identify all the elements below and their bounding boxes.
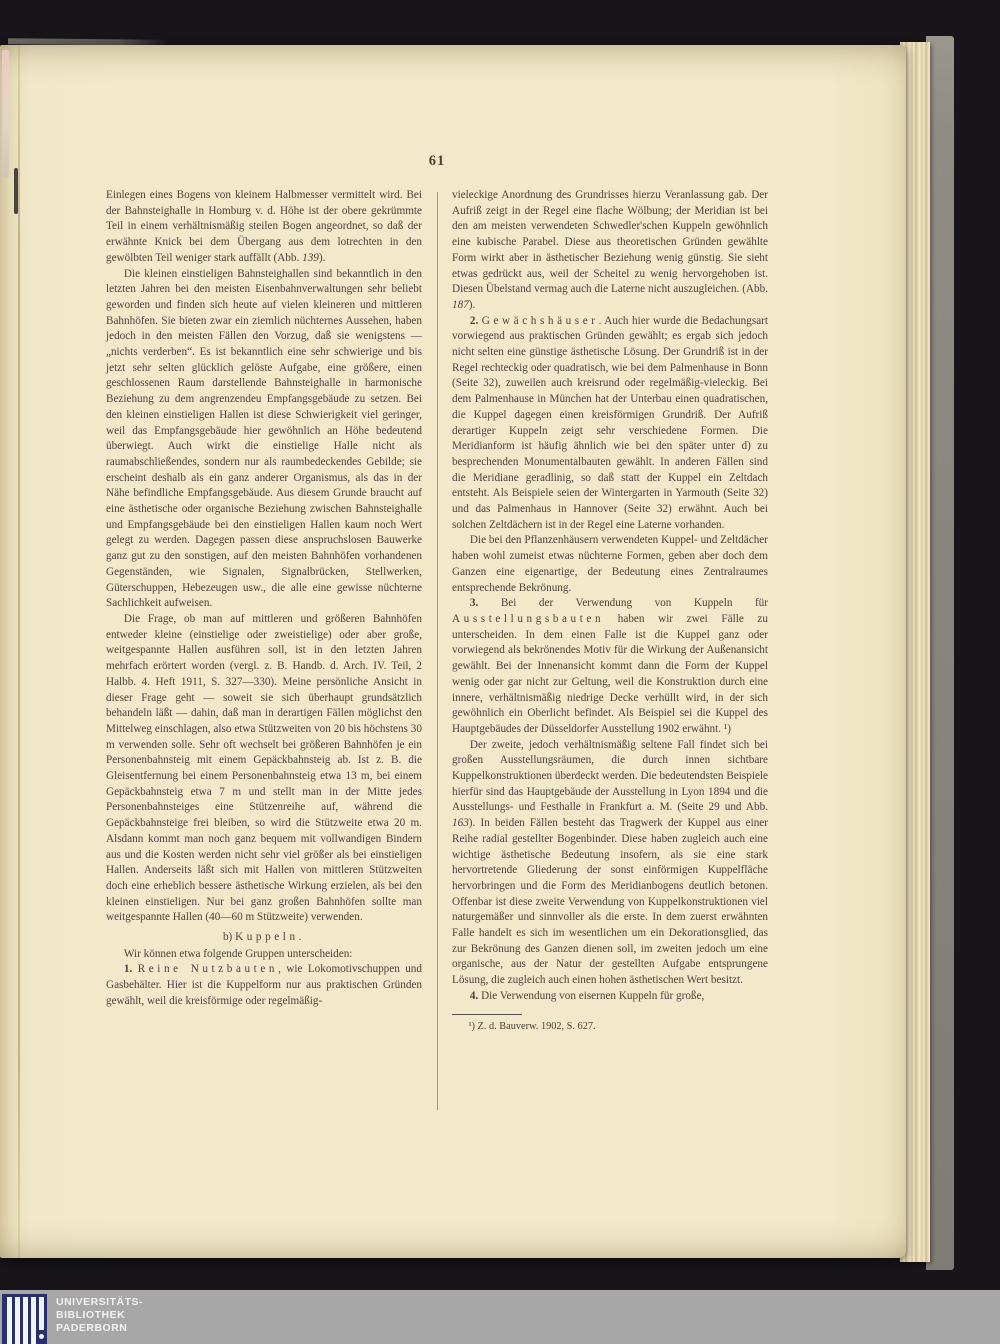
text-paragraph (106, 962, 422, 1009)
logo-stripe (31, 1297, 36, 1344)
logo-stripe (15, 1297, 20, 1344)
text-segment: Reine Nutzbauten (137, 963, 279, 976)
text-paragraph (452, 596, 768, 737)
text-paragraph (452, 533, 768, 596)
text-segment: Die Verwendung von eisernen Kuppeln für große, (481, 989, 705, 1002)
text-paragraph (106, 188, 422, 267)
text-segment: 139 (302, 251, 319, 264)
text-segment: Der zweite, jedoch verhältnismäßig seltene Fall findet sich bei großen Ausstellungsräumen, die durch innen sichtbare Kuppelkonstruktionen überdeckt werden. Die bedeutendsten Beispiele hierfür sind das Hauptgebäude der Ausstellung in Lyon 1894 und die Ausstellungs- und Festhalle in Frankfurt a. M. (Seite 29 und Abb. (452, 738, 768, 814)
text-segment: Ausstellungsbauten (452, 612, 605, 625)
logo-stripe (7, 1297, 12, 1344)
column-right (452, 188, 768, 1034)
library-name-line: PADERBORN (56, 1321, 128, 1334)
logo-stripe (39, 1297, 44, 1330)
text-segment: Kuppeln. (235, 931, 306, 944)
text-segment: 1. (123, 963, 138, 976)
text-segment: Gewächshäuser (481, 314, 599, 327)
column-left-paragraphs (106, 188, 422, 1010)
text-segment: ). (318, 251, 326, 264)
page-number: 61 (428, 153, 446, 169)
footnote: ¹) Z. d. Bauverw. 1902, S. 627. (468, 1020, 596, 1032)
library-logo (2, 1294, 47, 1344)
text-paragraph (452, 314, 768, 534)
text-segment: haben wir zwei Fälle zu unterscheiden. In dem einen Falle ist die Kuppel ganz oder vorwiegend als bekrönendes Motiv für die Wirkung der Außenansicht gewählt. Bei der Innenansicht kommt dann die Form der Kuppel wenig oder gar nicht zur Geltung, weil die Konstruktion durch eine innere, verhältnismäßig niedrige Decke verhüllt wird, in der sich gewöhnlich ein Oberlicht befindet. Als Beispiel sei die Kuppel des Hauptgebäudes der Düsseldorfer Ausstellung 1902 erwähnt. ¹) (452, 612, 768, 735)
text-segment: Die kleinen einstieligen Bahnsteighallen sind bekanntlich in den letzten Jahren bei den meisten Eisenbahnverwaltungen sehr beliebt geworden und finden sich heute auf vielen kleineren und mittleren Bahnhöfen. Sie bieten zwar ein ziemlich nüchternes Aussehen, haben jedoch in den meisten Fällen den Vorzug, daß sie wenigstens — „nichts verderben“. Es ist bekanntlich eine sehr schwierige und bis jetzt sehr selten glücklich gelöste Aufgabe, eine größere, einen geschlossenen Raum darstellende Bahnsteighalle in harmonische Beziehung zu dem angrenzendeu Empfangsgebäude zu setzen. Bei den kleinen einstieligen Hallen ist diese Schwierigkeit viel geringer, weil das Empfangsgebäude hier gewöhnlich an Höhe bedeutend überwiegt. Auch wirkt die einstielige Halle nicht als raumabschließendes, sondern nur als raumbedeckendes Gebilde; sie erscheint deshalb als ein ganz anderer Organismus, als das in der Nähe befindliche Empfangsgebäude. Aus diesem Grunde braucht auf eine ästhetische oder organische Beziehung zwischen Bahnsteighalle und Empfangsgebäude bei den einstieligen Hallen kaum noch Wert gelegt zu werden. Dagegen passen diese anspruchslosen Bauwerke ganz gut zu den sonstigen, auf den meisten Bahnhöfen vorhandenen Gegenständen, wie Signalen, Signalbrücken, Stellwerken, Güterschuppen, Hebezeugen usw., die alle eine gewisse nüchterne Sachlichkeit aufweisen. (106, 267, 422, 610)
text-paragraph (106, 612, 422, 926)
text-segment: Wir können etwa folgende Gruppen unterscheiden: (123, 947, 353, 960)
text-segment: 4. (469, 989, 482, 1002)
text-segment: Die bei den Pflanzenhäusern verwendeten Kuppel- und Zeltdächer haben wohl zumeist etwas nüchterne Formen, geben aber doch dem Ganzen eine eigenartige, der Bedeutung eines Zentralraumes entsprechende Bekrönung. (452, 534, 768, 594)
text-paragraph (106, 267, 422, 612)
logo-dot (39, 1334, 44, 1339)
text-segment: 163 (452, 817, 469, 830)
gutter-crease (18, 45, 20, 1258)
text-block (106, 188, 768, 1034)
text-paragraph (452, 989, 768, 1005)
library-name-line: BIBLIOTHEK (56, 1308, 126, 1321)
text-segment: , wie Lokomotivschuppen und Gasbehälter. Hier ist die Kuppelform nur aus praktischen Gründen gewählt, weil die kreisförmige oder regelmäßig- (106, 963, 422, 1007)
footnote-rule (452, 1014, 522, 1015)
text-segment: Einlegen eines Bogens von kleinem Halbmesser vermittelt wird. Bei der Bahnsteighalle in Homburg v. d. Höhe ist der obere gekrümmte Teil in einem verhältnismäßig steilen Bogen angeordnet, so daß der erwähnte Knick bei dem Übergang aus dem lotrechten in den gewölbten Teil weniger stark auffällt (Abb. (106, 189, 422, 264)
text-segment: 187 (452, 298, 469, 311)
text-segment: vieleckige Anordnung des Grundrisses hierzu Veranlassung gab. Der Aufriß zeigt in der Regel eine flache Wölbung; der Meridian ist bei den am meisten verwendeten Schwedler'schen Kuppeln gewöhnlich eine kubische Parabel. Diese aus theoretischen Gründen gewählte Form wirkt aber in ästhetischer Beziehung wenig günstig. Sie sieht etwas gedrückt aus, weil der Scheitel zu wenig hervorgehoben ist. Diesen Übelstand vermag auch die Laterne nicht auszugleichen. (Abb. (452, 189, 768, 296)
library-name (56, 1296, 143, 1334)
book-cover-edge (926, 36, 954, 1270)
text-segment: ). In beiden Fällen besteht das Tragwerk der Kuppel aus einer Reihe radial gestellter Bogenbinder. Diese haben zugleich auch eine wichtige ästhetische Bedeutung insofern, als sie eine stark hervortretende Gliederung der sonst einförmigen Kuppelfläche hervorbringen und die Form des Meridianbogens deutlich betonen. Offenbar ist diese zweite Verwendung von Kuppelkonstruktionen viel naturgemäßer und sinnvoller als die erste. In dem zuerst erwähnten Falle handelt es sich im wesentlichen um ein Dekorationsglied, das zur Bekrönung des Ganzen dienen soll, im zweiten jedoch um eine organische, aus der Natur der gestellten Aufgabe entsprungene Lösung, die zugleich auch einen hohen ästhetischen Wert besitzt. (452, 817, 768, 987)
text-paragraph (106, 947, 422, 963)
footer-bar (0, 1290, 1000, 1344)
binding-stitch-mark (14, 168, 18, 214)
column-left (106, 188, 422, 1034)
bookmark-ribbon (2, 50, 9, 178)
text-segment: . Auch hier wurde die Bedachungsart vorwiegend aus praktischen Gründen gewählt; es ergab sich jedoch nicht selten eine günstige ästhetische Lösung. Der Grundriß ist in der Regel rechteckig oder quadratisch, wie bei dem Palmenhause in Bonn (Seite 32), zuweilen auch kreisrund oder regelmäßig-vieleckig. Bei dem Palmenhause in München hat der Unterbau einen quadratischen, die Kuppel dagegen einen kreisförmigen Grundriß. Der Aufriß derartiger Kuppeln zeigt sehr verschiedene Formen. Die Meridianform ist häufig ähnlich wie bei den später unter d) zu besprechenden Monumentalbauten gewählt. In anderen Fällen sind die Meridiane geradlinig, so daß statt der Kuppel ein Zeltdach entsteht. Als Beispiele seien der Wintergarten in Yarmouth (Seite 32) und das Palmenhaus in Hannover (Seite 32) erwähnt. Auch bei solchen Zeltdächern ist in der Regel eine Laterne vorhanden. (452, 314, 768, 531)
text-segment: 3. (469, 597, 501, 610)
text-paragraph (452, 188, 768, 314)
library-name-line: UNIVERSITÄTS- (56, 1296, 144, 1308)
column-divider (437, 192, 438, 1110)
text-segment: 2. (469, 314, 482, 327)
text-paragraph (452, 738, 768, 989)
logo-stripe (23, 1297, 28, 1344)
text-paragraph (106, 930, 422, 946)
text-segment: ). (468, 298, 476, 311)
book-page (0, 45, 906, 1258)
column-right-paragraphs (452, 188, 768, 1005)
text-segment: Bei der Verwendung von Kuppeln für (500, 597, 768, 610)
text-segment: b) (222, 931, 236, 944)
text-segment: Die Frage, ob man auf mittleren und größeren Bahnhöfen entweder kleine (einstielige oder zweistielige) oder aber große, weitgespannte Hallen ausführen soll, ist in den letzten Jahren mehrfach erörtert worden (vergl. z. B. Handb. d. Arch. IV. Teil, 2 Halbb. 4. Heft 1911, S. 327—330). Meine persönliche Ansicht in dieser Frage geht — soweit sie sich überhaupt grundsätzlich behandeln läßt — dahin, daß man in derartigen Fällen möglichst den Mittelweg einschlagen, also etwa Stützweiten von 20 bis höchstens 30 m verwenden solle. Sehr oft wechselt bei größeren Bahnhöfen je ein Personenbahnsteig mit einem Gepäckbahnsteig ab. Ist z. B. die Gleisentfernung bei einem Personenbahnsteig etwa 13 m, bei einem Gepäckbahnsteig etwa 7 m und stellt man in der Mitte jedes Personenbahnsteiges eine Stützenreihe auf, während die Gepäckbahnsteige frei bleiben, so wird die Stützweite etwa 20 m. Alsdann kommt man noch ganz bequem mit vollwandigen Bindern aus und die Kosten werden nicht sehr viel größer als bei einstieligen Hallen. Anderseits läßt sich mit Hallen von mittleren Stützweiten doch eine erheblich bessere ästhetische Wirkung erzielen, als bei den kleinen einstieligen. Nur bei ganz großen Bahnhöfen sollte man weitgespannte Hallen (40—60 m Stützweite) verwenden. (106, 612, 422, 924)
